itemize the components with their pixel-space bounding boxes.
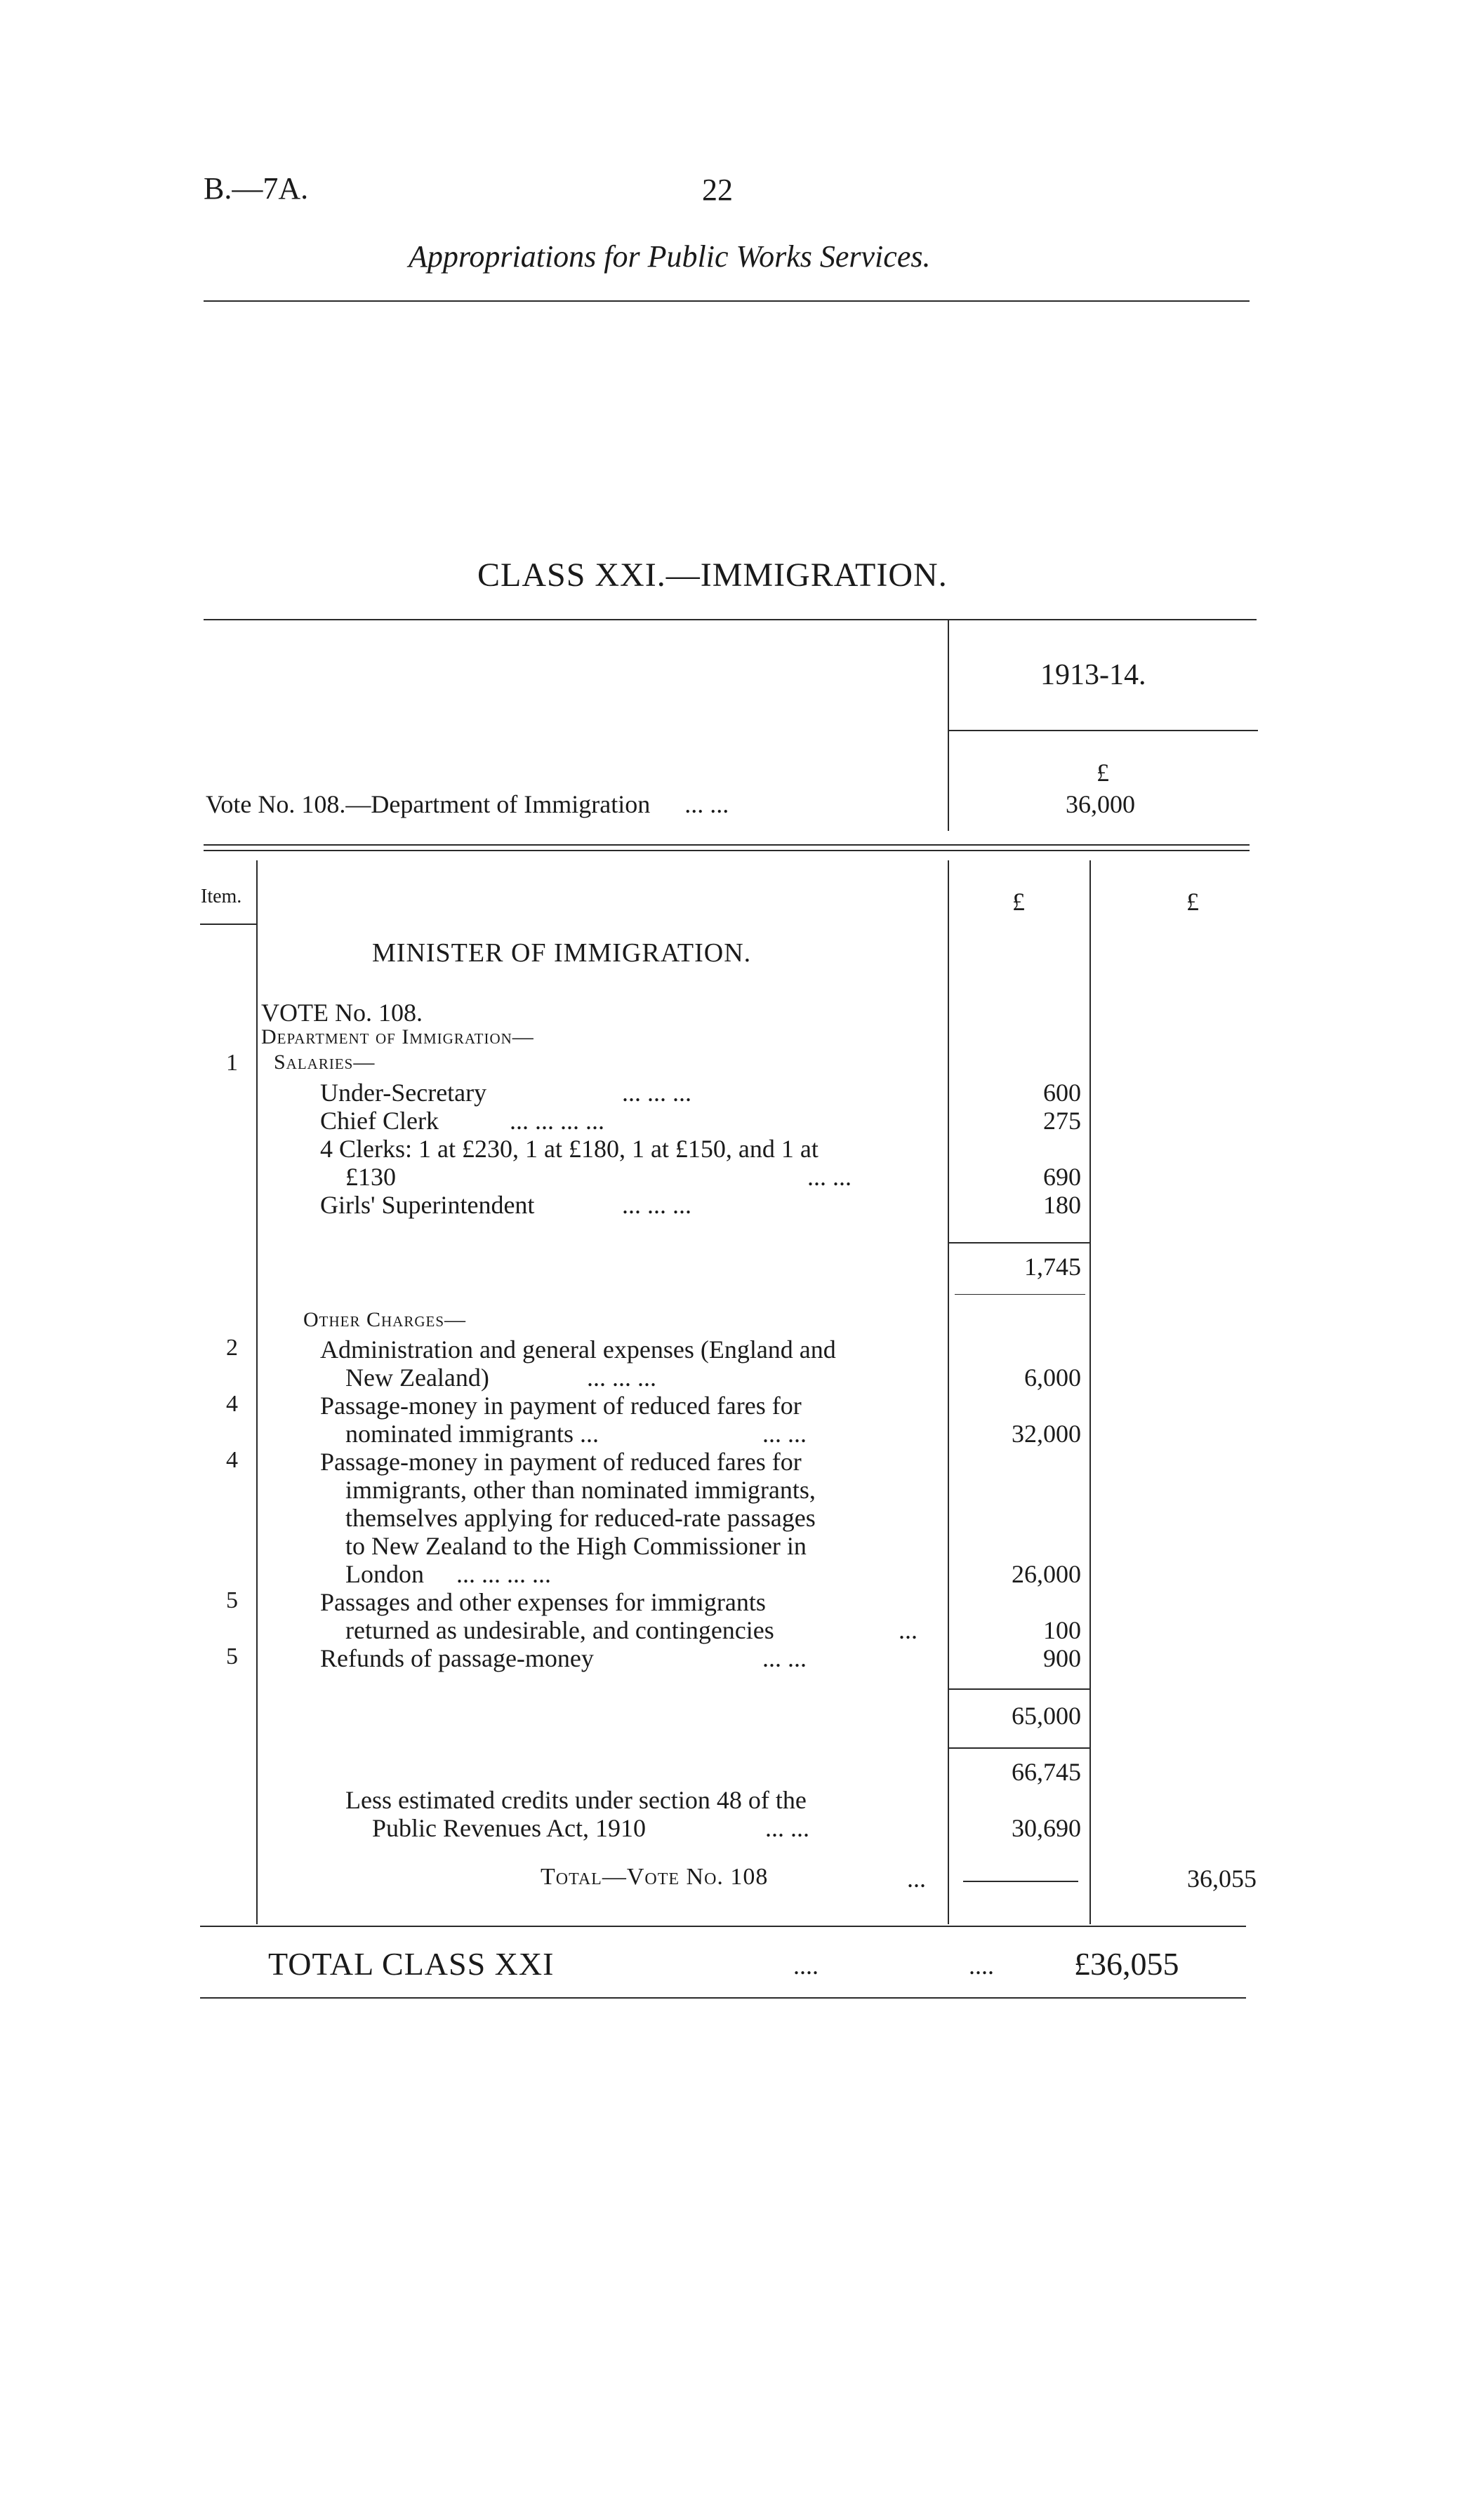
charge-dots: ... ... ... ...	[456, 1560, 551, 1588]
class-total-label: TOTAL CLASS XXI	[268, 1946, 555, 1982]
item-number: 5	[226, 1644, 238, 1669]
other-subtotal-rule	[949, 1688, 1089, 1690]
salary-row	[320, 1078, 486, 1107]
salary-amount: 180	[1043, 1191, 1081, 1219]
charge-dots: ... ...	[762, 1644, 807, 1672]
department-heading: Department of Immigration—	[261, 1025, 534, 1048]
salary-dots: ... ... ...	[622, 1079, 691, 1107]
charge-line: London	[345, 1560, 424, 1588]
class-title: CLASS XXI.—IMMIGRATION.	[477, 556, 948, 594]
col1-currency: £	[1012, 888, 1025, 916]
amount-column-rule-1	[948, 860, 949, 1924]
document-reference: B.—7A.	[204, 171, 309, 206]
page-number: 22	[702, 173, 733, 207]
summary-bottom-rule-2	[204, 850, 1250, 851]
year-label: 1913-14.	[1040, 659, 1146, 691]
salary-label: Under-Secretary	[320, 1079, 487, 1107]
year-rule	[949, 730, 1258, 731]
charge-amount: 32,000	[1012, 1420, 1081, 1448]
item-number: 5	[226, 1587, 238, 1613]
vote-line-label: Vote No. 108.—Department of Immigration	[206, 790, 651, 818]
salaries-item-number: 1	[226, 1050, 238, 1076]
running-title: Appropriations for Public Works Services.	[409, 239, 931, 274]
charge-line: Passage-money in payment of reduced fares for	[320, 1448, 802, 1476]
charge-line: Passage-money in payment of reduced fares for	[320, 1392, 802, 1420]
charge-line: New Zealand)	[345, 1364, 489, 1392]
salary-row	[320, 1134, 819, 1164]
vote-total-dash	[963, 1881, 1078, 1882]
class-title-rule	[204, 619, 1257, 620]
charge-line: Refunds of passage-money	[320, 1644, 594, 1672]
charge-amount: 26,000	[1012, 1560, 1081, 1588]
charge-line: themselves applying for reduced-rate passages	[345, 1504, 816, 1532]
item-column-rule	[256, 860, 258, 1924]
class-total-dots-1: ....	[793, 1952, 819, 1980]
class-total-rule	[200, 1997, 1246, 1999]
salary-dots: ... ... ...	[622, 1191, 691, 1219]
charge-line: returned as undesirable, and contingencies	[345, 1616, 774, 1644]
salary-label: 4 Clerks: 1 at £230, 1 at £180, 1 at £150, and 1 at	[320, 1135, 819, 1163]
vote-line-dots: ... ...	[684, 790, 729, 818]
salaries-subtotal-underline	[955, 1294, 1085, 1295]
credits-amount: 30,690	[1012, 1814, 1081, 1842]
table-bottom-rule	[200, 1926, 1246, 1927]
vote-total-amount: 36,055	[1187, 1865, 1257, 1893]
vote-amount: 36,000	[1066, 790, 1135, 818]
class-total-dots-2: ....	[969, 1952, 994, 1980]
charge-dots: ...	[899, 1616, 917, 1644]
credits-line: Public Revenues Act, 1910	[372, 1814, 646, 1842]
item-header-underline	[200, 924, 256, 925]
charge-line: nominated immigrants ...	[345, 1420, 599, 1448]
charge-line: immigrants, other than nominated immigrants,	[345, 1476, 816, 1504]
salary-dots: ... ... ... ...	[510, 1107, 604, 1135]
salary-amount: 275	[1043, 1107, 1081, 1135]
vote-heading: VOTE No. 108.	[261, 999, 423, 1027]
summary-currency: £	[1097, 759, 1109, 787]
vote-line	[206, 789, 729, 819]
charge-dots: ... ...	[762, 1420, 807, 1448]
salary-row	[320, 1106, 439, 1135]
charge-line: Passages and other expenses for immigrants	[320, 1588, 766, 1616]
summary-bottom-rule-1	[204, 844, 1250, 846]
salary-label: Girls' Superintendent	[320, 1191, 535, 1219]
charge-amount: 100	[1043, 1616, 1081, 1644]
credits-line: Less estimated credits under section 48 of the	[345, 1786, 807, 1814]
salary-row	[320, 1190, 534, 1220]
credits-dots: ... ...	[765, 1814, 809, 1842]
summary-divider	[948, 620, 949, 831]
header-rule	[204, 300, 1250, 302]
vote-total-dots: ...	[907, 1865, 926, 1893]
charge-line: Administration and general expenses (England and	[320, 1335, 836, 1364]
item-number: 4	[226, 1391, 238, 1417]
gross-total-rule	[949, 1747, 1089, 1749]
salary-label: £130	[345, 1163, 396, 1191]
salary-amount: 600	[1043, 1079, 1081, 1107]
salaries-heading: Salaries—	[274, 1051, 376, 1074]
charge-line: to New Zealand to the High Commissioner in	[345, 1532, 807, 1560]
charge-amount: 900	[1043, 1644, 1081, 1672]
item-header: Item.	[201, 886, 242, 907]
other-subtotal: 65,000	[1012, 1702, 1081, 1730]
col2-currency: £	[1186, 888, 1199, 916]
amount-column-rule-2	[1089, 860, 1091, 1924]
minister-heading: MINISTER OF IMMIGRATION.	[372, 938, 752, 968]
salary-dots: ... ...	[807, 1163, 852, 1191]
salaries-subtotal-rule	[949, 1242, 1089, 1244]
gross-total: 66,745	[1012, 1758, 1081, 1786]
salary-label: Chief Clerk	[320, 1107, 439, 1135]
salary-amount: 690	[1043, 1163, 1081, 1191]
item-number: 2	[226, 1335, 238, 1361]
charge-amount: 6,000	[1024, 1364, 1081, 1392]
item-number: 4	[226, 1447, 238, 1473]
charge-dots: ... ... ...	[587, 1364, 656, 1392]
salary-row	[345, 1162, 396, 1192]
vote-total-label: Total—Vote No. 108	[541, 1864, 769, 1890]
salaries-subtotal: 1,745	[1024, 1253, 1081, 1281]
class-total-amount: £36,055	[1074, 1946, 1179, 1982]
other-charges-heading: Other Charges—	[303, 1308, 467, 1331]
